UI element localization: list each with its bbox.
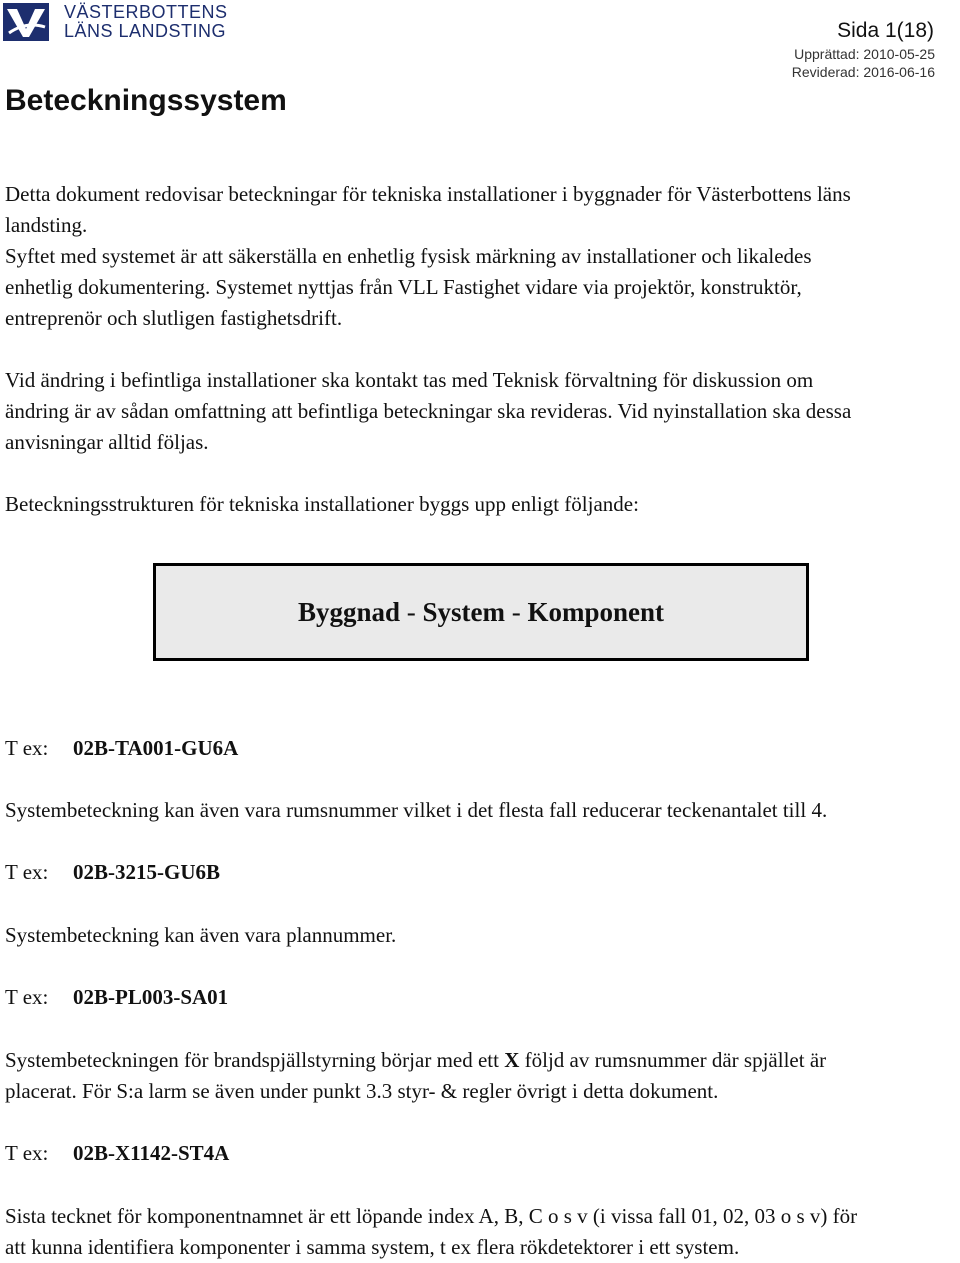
last-note-line-2: att kunna identifiera komponenter i samma system, t ex flera rökdetektorer i ett system.: [5, 1235, 740, 1259]
damper-note-x: X: [504, 1048, 520, 1072]
intro-line-2: landsting.: [5, 213, 88, 237]
example-code: 02B-PL003-SA01: [73, 985, 229, 1009]
example-1: [5, 733, 238, 764]
structure-text: [298, 597, 664, 628]
revised-date: Reviderad: 2016-06-16: [791, 64, 935, 80]
structure-component: Komponent: [527, 596, 665, 627]
example-label: T ex:: [5, 736, 49, 760]
example-code: 02B-3215-GU6B: [73, 860, 220, 884]
org-name-line-2: LÄNS LANDSTING: [64, 21, 227, 41]
damper-note-line-1: [5, 1045, 960, 1076]
example-label: T ex:: [5, 860, 49, 884]
structure-system: System: [422, 596, 505, 627]
example-code: 02B-TA001-GU6A: [73, 736, 239, 760]
structure-separator: -: [505, 596, 528, 627]
page-number: Sida 1(18): [837, 19, 934, 42]
damper-note-text: Systembeteckningen för brandspjällstyrning börjar med ett: [5, 1048, 505, 1072]
example-code: 02B-X1142-ST4A: [73, 1141, 230, 1165]
structure-building: Byggnad: [297, 596, 400, 627]
example-4: [5, 1138, 229, 1169]
damper-note-text: följd av rumsnummer där spjället är: [519, 1048, 827, 1072]
example-label: T ex:: [5, 1141, 49, 1165]
created-date: Upprättad: 2010-05-25: [794, 46, 935, 62]
example-3: [5, 982, 228, 1013]
example-2: [5, 857, 220, 888]
change-line-2: ändring är av sådan omfattning att befintliga beteckningar ska revideras. Vid nyinstallation ska dessa: [5, 399, 852, 423]
intro-line-1: Detta dokument redovisar beteckningar för tekniska installationer i byggnader för Västerbottens läns: [5, 182, 851, 206]
plan-note: Systembeteckning kan även vara plannummer.: [5, 923, 397, 947]
example-label: T ex:: [5, 985, 49, 1009]
change-line-3: anvisningar alltid följas.: [5, 430, 209, 454]
vll-logo-icon: [3, 3, 49, 41]
intro-line-4: enhetlig dokumentering. Systemet nyttjas från VLL Fastighet vidare via projektör, konstruktör,: [5, 275, 802, 299]
document-title: Beteckningssystem: [5, 84, 287, 117]
room-note: Systembeteckning kan även vara rumsnummer vilket i det flesta fall reducerar teckenantalet till 4.: [5, 798, 828, 822]
intro-line-3: Syftet med systemet är att säkerställa en enhetlig fysisk märkning av installationer och likaledes: [5, 244, 812, 268]
structure-separator: -: [400, 596, 423, 627]
last-note-line-1: Sista tecknet för komponentnamnet är ett löpande index A, B, C o s v (i vissa fall 01, 02, 03 o s v) för: [5, 1204, 858, 1228]
damper-note-line-2: placerat. För S:a larm se även under punkt 3.3 styr- & regler övrigt i detta dokument.: [5, 1079, 719, 1103]
structure-intro: Beteckningsstrukturen för tekniska installationer byggs upp enligt följande:: [5, 492, 639, 516]
change-line-1: Vid ändring i befintliga installationer ska kontakt tas med Teknisk förvaltning för diskussion om: [5, 368, 814, 392]
structure-box: [153, 563, 809, 661]
intro-line-5: entreprenör och slutligen fastighetsdrift.: [5, 306, 343, 330]
org-name-line-1: VÄSTERBOTTENS: [64, 2, 228, 22]
